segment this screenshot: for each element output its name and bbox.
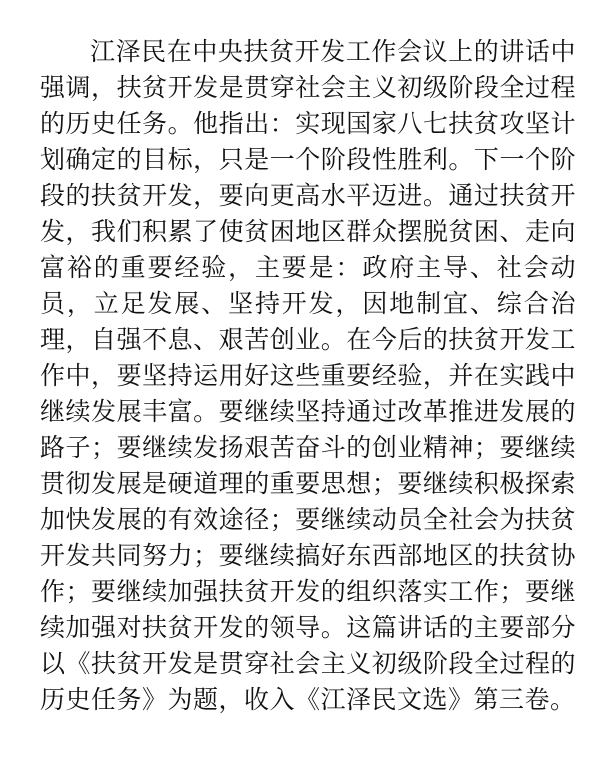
body-paragraph: 江泽民在中央扶贫开发工作会议上的讲话中强调，扶贫开发是贯穿社会主义初级阶段全过程的历史任务。他指出：实现国家八七扶贫攻坚计划确定的目标，只是一个阶段性胜利。下一个阶段的扶贫开发，要向更高水平迈进。通过扶贫开发，我们积累了使贫困地区群众摆脱贫困、走向富裕的重要经验，主要是：政府主导、社会动员，立足发展、坚持开发，因地制宜、综合治理，自强不息、艰苦创业。在今后的扶贫开发工作中，要坚持运用好这些重要经验，并在实践中继续发展丰富。要继续坚持通过改革推进发展的路子；要继续发扬艰苦奋斗的创业精神；要继续贯彻发展是硬道理的重要思想；要继续积极探索加快发展的有效途径；要继续动员全社会为扶贫开发共同努力；要继续搞好东西部地区的扶贫协作；要继续加强扶贫开发的组织落实工作；要继续加强对扶贫开发的领导。这篇讲话的主要部分以《扶贫开发是贯穿社会主义初级阶段全过程的历史任务》为题，收入《江泽民文选》第三卷。 xyxy=(40,37,576,714)
